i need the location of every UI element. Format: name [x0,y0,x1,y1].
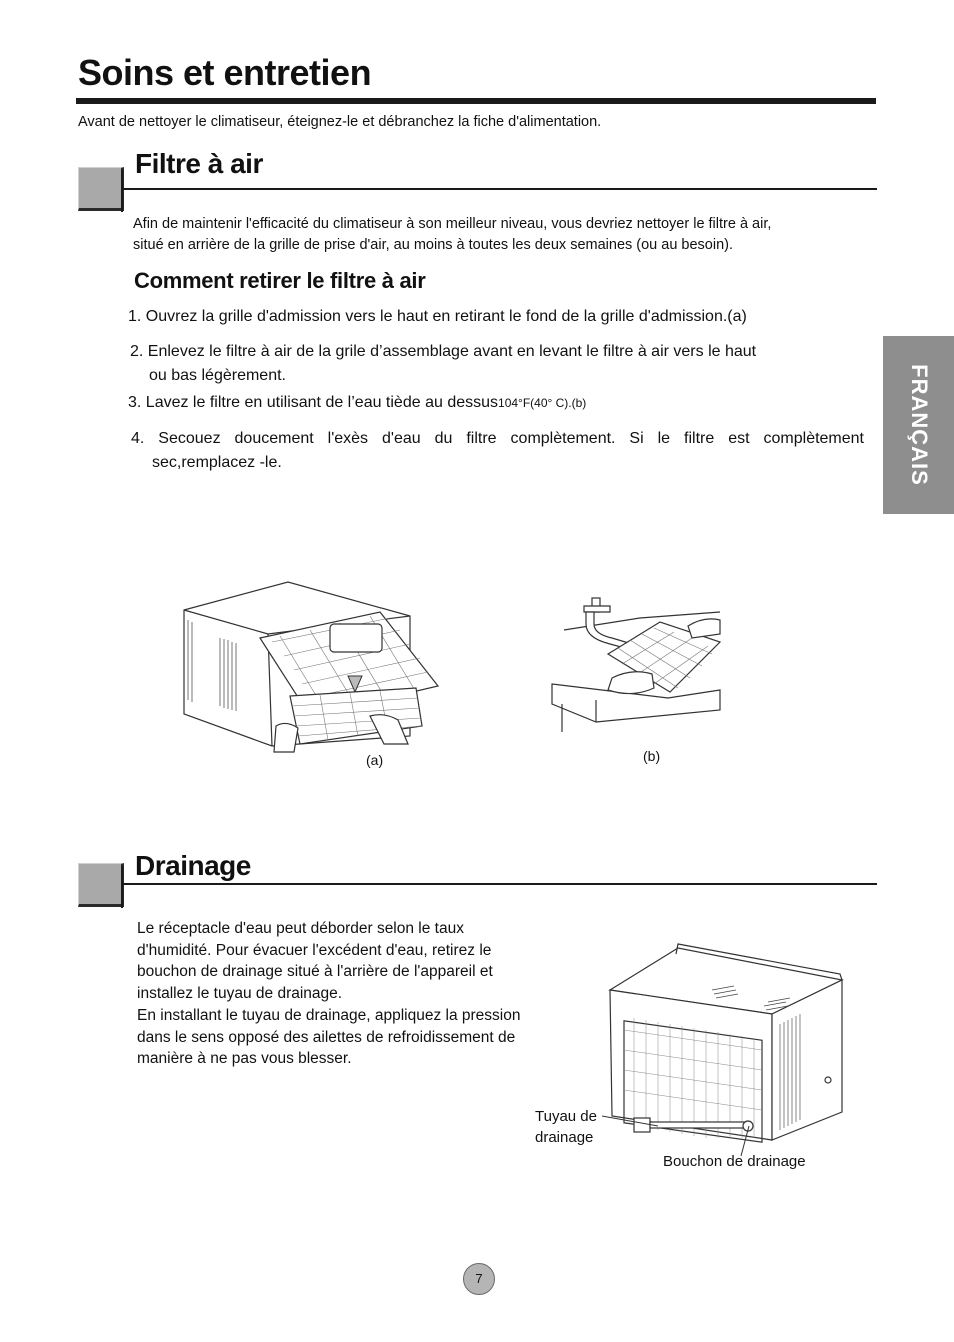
caption-a: (a) [366,752,384,768]
title-rule [76,98,876,104]
step-2-line: ou bas légèrement. [149,367,286,384]
step-4-line: sec,remplacez -le. [152,454,282,471]
intro-text: Avant de nettoyer le climatiseur, éteignez-le et débranchez la fiche d'alimentation. [78,114,602,130]
section-rule-drainage [121,883,877,885]
section-divider-drainage [121,866,123,908]
section-divider-filter [121,170,123,212]
illustration-wash-filter [550,592,722,736]
page-title: Soins et entretien [78,52,372,93]
drainage-text-line: installez le tuyau de drainage. [137,985,343,1003]
section-marker-filter [78,167,124,211]
step-4-line: 4. Secouez doucement l'exès d'eau du filtre complètement. Si le filtre est complètement [131,430,864,447]
filter-description-line: situé en arrière de la grille de prise d'air, au moins à toutes les deux semaines (ou au besoin). [133,237,734,253]
label-drain-hose-line: Tuyau de [535,1108,597,1125]
drainage-text-line: Le réceptacle d'eau peut déborder selon le taux [137,920,464,937]
language-tab-label: FRANÇAIS [906,364,932,486]
step-2 [130,340,756,388]
drainage-text [137,918,520,1070]
drainage-text-line: bouchon de drainage situé à l'arrière de l'appareil et [137,963,493,981]
label-drain-hose-line: drainage [535,1129,594,1146]
step-1: 1. Ouvrez la grille d'admission vers le haut en retirant le fond de la grille d'admission.(a) [128,308,747,325]
section-title-drainage: Drainage [135,850,251,881]
filter-description [133,214,771,256]
section-marker-drainage [78,863,124,907]
step-2-line: 2. Enlevez le filtre à air de la grile d’assemblage avant en levant le filtre à air vers le haut [130,343,757,360]
step-3-temperature: 104°F(40° C).(b) [498,396,587,410]
section-rule-filter [121,188,877,190]
subsection-title-remove-filter: Comment retirer le filtre à air [134,268,426,293]
hose-leader-line [600,1110,660,1130]
language-tab [883,336,954,514]
label-drain-hose [535,1106,597,1148]
page-number: 7 [463,1263,495,1295]
drainage-text-line: dans le sens opposé des ailettes de refroidissement de [137,1028,516,1046]
drainage-text-line: d'humidité. Pour évacuer l'excédent d'eau, retirez le [137,941,492,959]
drainage-text-line: manière à ne pas vous blesser. [137,1050,352,1068]
step-3-text: 3. Lavez le filtre en utilisant de l’eau tiède au dessus [128,394,499,411]
illustration-remove-filter [180,576,442,754]
section-title-filter: Filtre à air [135,148,263,179]
filter-description-line: Afin de maintenir l'efficacité du climatiseur à son meilleur niveau, vous devriez nettoyer le filtre à air, [133,216,772,232]
drainage-text-line: En installant le tuyau de drainage, appliquez la pression [137,1006,521,1024]
caption-b: (b) [643,748,661,764]
label-drain-plug: Bouchon de drainage [663,1153,806,1170]
step-3 [128,391,586,415]
